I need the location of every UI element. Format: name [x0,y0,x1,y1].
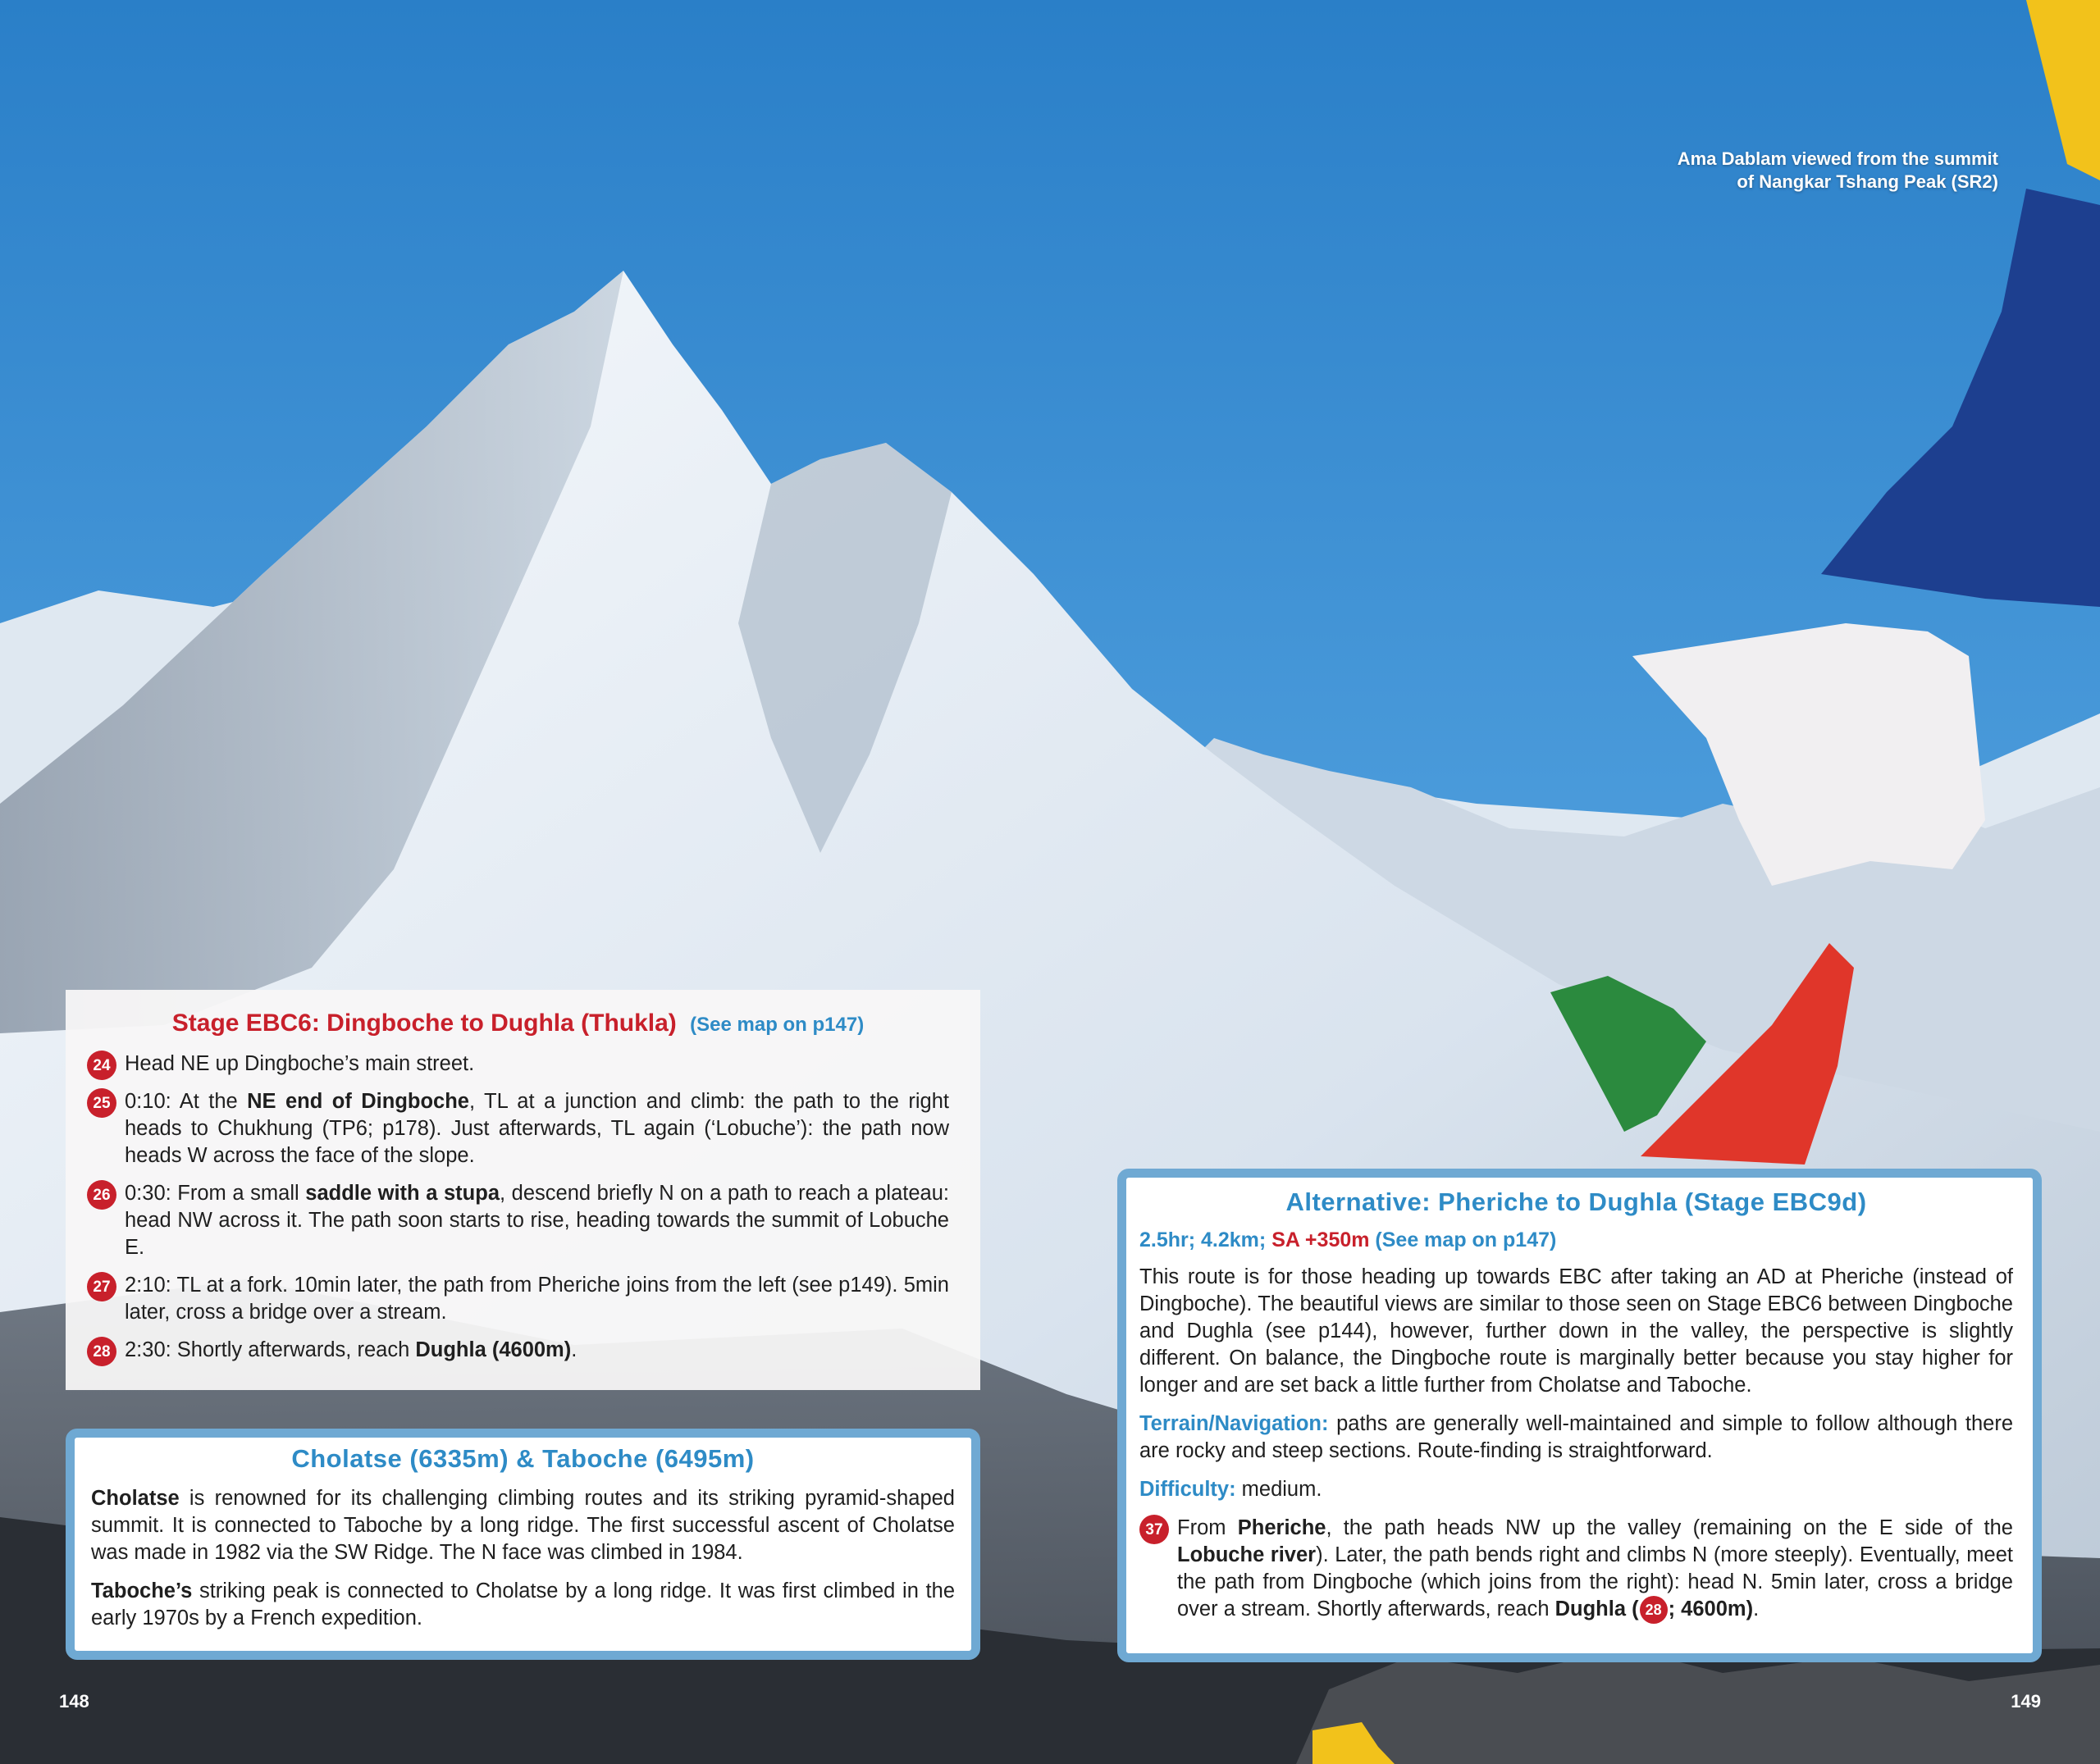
route-stats [1139,1228,2013,1252]
waypoint-marker-inline: 28 [1640,1596,1668,1624]
taboche-name: Taboche’s [91,1579,193,1602]
route-map-ref: (See map on p147) [1369,1228,1557,1251]
waypoint-marker: 27 [87,1272,116,1301]
step-text: 2:10: TL at a fork. 10min later, the path from Pheriche joins from the left (see p149). 5min later, cross a bridge over a stream. [125,1274,949,1324]
photo-caption [1678,148,1998,194]
difficulty-paragraph [1139,1476,2013,1503]
page-number-right: 149 [2011,1691,2041,1712]
step-text: Head NE up Dingboche’s main street. [125,1052,475,1075]
terrain-label: Terrain/Navigation: [1139,1412,1329,1435]
taboche-paragraph [91,1578,955,1632]
step-text: 0:10: At the [125,1090,248,1113]
alternative-title: Alternative: Pheriche to Dughla (Stage EBC9d) [1285,1187,1867,1216]
route-step [87,1272,949,1326]
route-time-distance: 2.5hr; 4.2km; [1139,1228,1272,1251]
route-step [87,1337,949,1364]
step-highlight: NE end of Dingboche [247,1090,469,1113]
caption-line-1: Ama Dablam viewed from the summit [1677,148,1998,169]
step-highlight: Dughla (4600m) [415,1338,572,1361]
waypoint-marker: 26 [87,1180,116,1210]
step-text: , the path heads NW up the valley (remaining on the E side of the [1326,1516,2013,1539]
step-text: 2:30: Shortly afterwards, reach [125,1338,416,1361]
cholatse-title: Cholatse (6335m) & Taboche (6495m) [291,1444,755,1473]
step-text: , descend briefly N on a path to reach a plateau: head NW across it. The path soon starts to rise, heading towards the summit of Lobuche E. [125,1182,949,1259]
cholatse-name: Cholatse [91,1487,180,1510]
step-highlight: saddle with a stupa [305,1182,500,1205]
step-text: ). Later, the path bends right and climbs N (more steeply). Eventually, meet the path from Dingboche (which joins from the right): head N. 5min later, cross a bridge over a stream. Shortly afterwards, reach [1177,1543,2013,1620]
page-number-left: 148 [59,1691,89,1712]
terrain-text: paths are generally well-maintained and simple to follow although there are rocky and steep sections. Route-finding is straightforward. [1139,1412,2013,1462]
step-highlight: Lobuche river [1177,1543,1317,1566]
route-step [87,1051,949,1078]
step-highlight: Pheriche [1237,1516,1326,1539]
step-text: . [571,1338,578,1361]
alternative-route-box [1117,1169,2042,1662]
step-text: 0:30: From a small [125,1182,306,1205]
caption-line-2: of Nangkar Tshang Peak (SR2) [1737,171,1998,192]
taboche-text: striking peak is connected to Cholatse by a long ridge. It was first climbed in the early 1970s by a French expedition. [91,1579,955,1630]
step-text: From [1177,1516,1238,1539]
difficulty-label: Difficulty: [1139,1478,1236,1501]
terrain-paragraph [1139,1411,2013,1465]
step-highlight: ; 4600m) [1668,1598,1754,1620]
stage-title [87,1010,949,1037]
step-text: , TL at a junction and climb: the path to the right heads to Chukhung (TP6; p178). Just afterwards, TL again (‘Lobuche’): the path now heads W across the face of the slope. [125,1090,950,1167]
alternative-intro: This route is for those heading up towards EBC after taking an AD at Pheriche (instead of Dingboche). The beautiful views are similar to those seen on Stage EBC6 between Dingboche and Dughla (see p144), however, further down in the valley, the perspective is slightly different. On balance, the Dingboche route is marginally better because you stay higher for longer and are set back a little further from Cholatse and Taboche. [1139,1265,2013,1397]
stage-map-ref: (See map on p147) [690,1014,865,1036]
cholatse-taboche-box [66,1429,980,1660]
stage-ebc6-box [66,990,980,1390]
route-step [87,1180,949,1261]
stage-title-text: Stage EBC6: Dingboche to Dughla (Thukla) [171,1010,677,1037]
waypoint-marker: 24 [87,1051,116,1080]
waypoint-marker: 25 [87,1088,116,1118]
cholatse-text: is renowned for its challenging climbing routes and its striking pyramid-shaped summit. It is connected to Taboche by a long ridge. The first successful ascent of Cholatse was made in 1982 via the SW Ridge. The N face was climbed in 1984. [91,1487,955,1564]
cholatse-paragraph [91,1485,955,1566]
waypoint-marker: 37 [1139,1515,1169,1544]
waypoint-marker: 28 [87,1337,116,1366]
route-ascent: SA +350m [1271,1228,1370,1251]
step-text: . [1753,1598,1760,1620]
step-highlight: Dughla ( [1554,1598,1639,1620]
difficulty-text: medium. [1235,1478,1322,1501]
route-step [87,1088,949,1169]
route-step [1139,1515,2013,1624]
